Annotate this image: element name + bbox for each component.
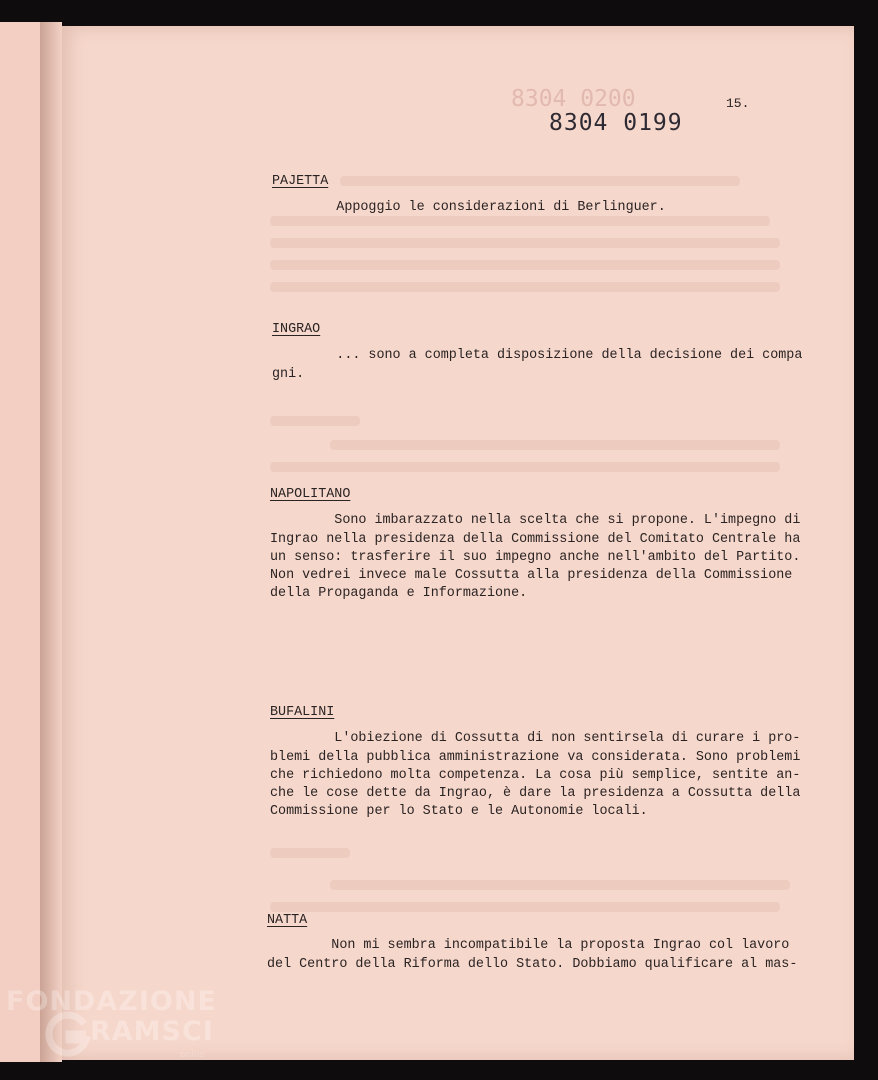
speech-line: Sono imbarazzato nella scelta che si propone. L'impegno di [270,513,801,528]
watermark-onlus: onlus [180,1050,205,1060]
bleed-through-archive-number: 8304 0200 [511,86,636,112]
bleed-through [330,880,790,890]
speaker-name: INGRAO [272,322,321,337]
archive-stamp-number: 8304 0199 [549,110,683,136]
bleed-through [270,216,770,226]
page-number: 15. [726,96,750,111]
bleed-through [270,238,780,248]
bleed-through [330,440,780,450]
fondazione-gramsci-watermark [2,986,222,1066]
speech-line: blemi della pubblica amministrazione va considerata. Sono problemi [270,750,801,765]
speaker-name: NAPOLITANO [270,487,351,502]
speaker-name: PAJETTA [272,174,329,189]
speech-line: che le cose dette da Ingrao, è dare la presidenza a Cossutta della [270,786,801,801]
speech-line: del Centro della Riforma dello Stato. Dobbiamo qualificare al mas- [267,957,798,972]
bleed-through [270,416,360,426]
speech-line: un senso: trasferire il suo impegno anche nell'ambito del Partito. [270,550,801,565]
bleed-through [270,260,780,270]
speech-line: che richiedono molta competenza. La cosa più semplice, sentite an- [270,768,801,783]
bleed-through [270,282,780,292]
speech-line: Commissione per lo Stato e le Autonomie locali. [270,804,648,819]
speech-line: Appoggio le considerazioni di Berlinguer. [272,200,666,215]
speech-line: della Propaganda e Informazione. [270,586,528,601]
speech-line: Non vedrei invece male Cossutta alla presidenza della Commissione [270,568,793,583]
binding-shadow [40,22,62,1062]
watermark-line1: FONDAZIONE [6,986,217,1017]
watermark-line2: RAMSCI [90,1016,214,1047]
speech-line: gni. [272,367,305,382]
bleed-through [270,902,780,912]
speech-line: Non mi sembra incompatibile la proposta Ingrao col lavoro [267,938,790,953]
speech-line: Ingrao nella presidenza della Commissione del Comitato Centrale ha [270,532,801,547]
bleed-through [270,848,350,858]
bleed-through [270,462,780,472]
speaker-name: NATTA [267,913,308,928]
bleed-through [340,176,740,186]
speech-line: L'obiezione di Cossutta di non sentirsela di curare i pro- [270,731,801,746]
watermark-g-logo-icon [42,1010,92,1060]
speaker-name: BUFALINI [270,705,335,720]
speech-line: ... sono a completa disposizione della decisione dei compa [272,348,803,363]
